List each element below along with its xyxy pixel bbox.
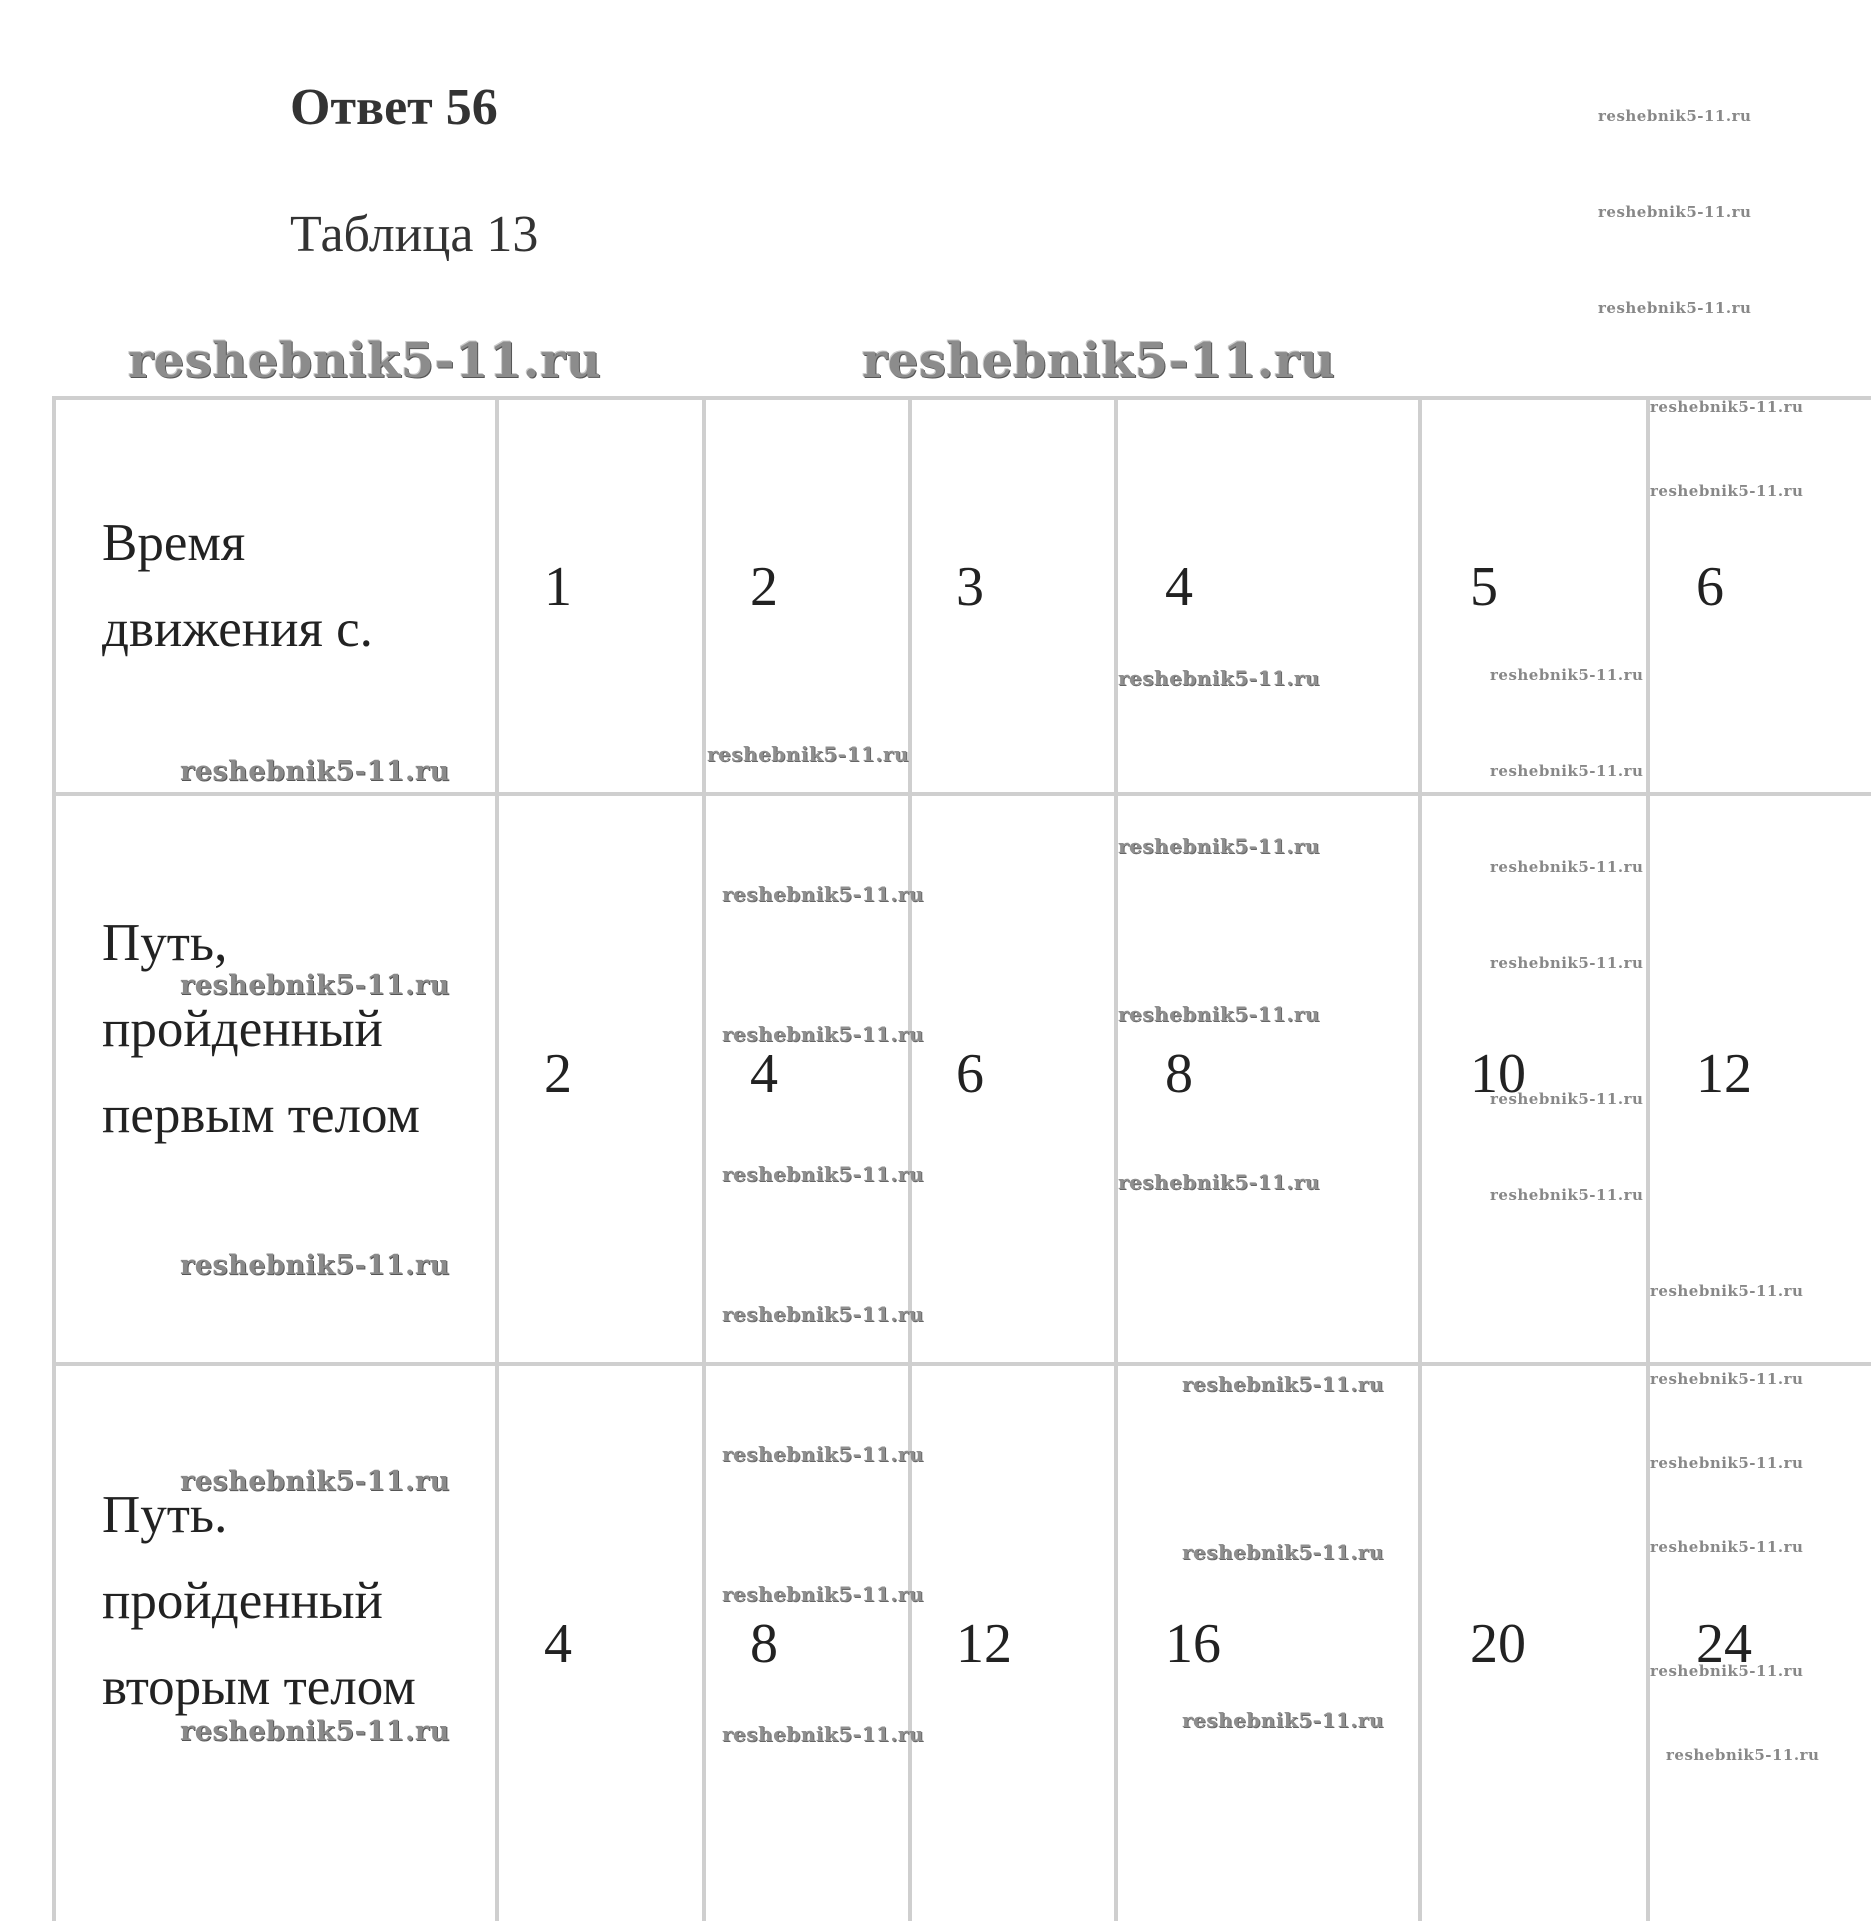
watermark: reshebnik5-11.ru xyxy=(1490,954,1644,972)
table-cell: 8 xyxy=(750,1613,778,1675)
watermark: reshebnik5-11.ru xyxy=(1118,1002,1320,1026)
table-cell: 4 xyxy=(1165,556,1193,618)
answer-title: Ответ 56 xyxy=(290,79,498,136)
watermark: reshebnik5-11.ru xyxy=(1118,666,1320,690)
table-cell: 6 xyxy=(1696,556,1724,618)
watermark: reshebnik5-11.ru xyxy=(1182,1708,1384,1732)
watermark: reshebnik5-11.ru xyxy=(1118,834,1320,858)
watermark: reshebnik5-11.ru xyxy=(722,1442,924,1466)
column-divider xyxy=(1646,396,1650,1921)
watermark: reshebnik5-11.ru xyxy=(1598,203,1752,221)
table-caption: Таблица 13 xyxy=(290,206,539,263)
watermark: reshebnik5-11.ru xyxy=(1650,398,1804,416)
watermark: reshebnik5-11.ru xyxy=(180,970,450,1001)
watermark: reshebnik5-11.ru xyxy=(128,333,602,389)
table-cell: 24 xyxy=(1696,1613,1752,1675)
watermark: reshebnik5-11.ru xyxy=(707,742,909,766)
table-cell: 6 xyxy=(956,1043,984,1105)
watermark: reshebnik5-11.ru xyxy=(1182,1372,1384,1396)
watermark: reshebnik5-11.ru xyxy=(1650,1538,1804,1556)
watermark: reshebnik5-11.ru xyxy=(722,1582,924,1606)
watermark: reshebnik5-11.ru xyxy=(722,1162,924,1186)
table-border-left xyxy=(52,396,56,1921)
table-cell: 5 xyxy=(1470,556,1498,618)
watermark: reshebnik5-11.ru xyxy=(1650,1662,1804,1680)
column-divider xyxy=(702,396,706,1921)
row-header-second-body: Путь. пройденный вторым телом xyxy=(102,1486,416,1716)
row-divider xyxy=(52,792,1871,796)
table-cell: 16 xyxy=(1165,1613,1221,1675)
table-border-top xyxy=(52,396,1871,400)
table-cell: 20 xyxy=(1470,1613,1526,1675)
column-divider xyxy=(1418,396,1422,1921)
table-cell: 12 xyxy=(956,1613,1012,1675)
row-header-first-body: Путь, пройденный первым телом xyxy=(102,914,420,1144)
column-divider xyxy=(1114,396,1118,1921)
table-cell: 1 xyxy=(544,556,572,618)
column-divider xyxy=(495,396,499,1921)
watermark: reshebnik5-11.ru xyxy=(1490,858,1644,876)
watermark: reshebnik5-11.ru xyxy=(1650,482,1804,500)
watermark: reshebnik5-11.ru xyxy=(180,1716,450,1747)
table-cell: 8 xyxy=(1165,1043,1193,1105)
table-cell: 12 xyxy=(1696,1043,1752,1105)
watermark: reshebnik5-11.ru xyxy=(1650,1370,1804,1388)
watermark: reshebnik5-11.ru xyxy=(1598,107,1752,125)
watermark: reshebnik5-11.ru xyxy=(180,1250,450,1281)
watermark: reshebnik5-11.ru xyxy=(1666,1746,1820,1764)
watermark: reshebnik5-11.ru xyxy=(722,882,924,906)
watermark: reshebnik5-11.ru xyxy=(1182,1540,1384,1564)
table-cell: 2 xyxy=(750,556,778,618)
watermark: reshebnik5-11.ru xyxy=(1490,1090,1644,1108)
table-cell: 4 xyxy=(544,1613,572,1675)
table-cell: 10 xyxy=(1470,1043,1526,1105)
row-divider xyxy=(52,1362,1871,1366)
row-header-time: Время движения с. xyxy=(102,514,373,658)
table-cell: 2 xyxy=(544,1043,572,1105)
watermark: reshebnik5-11.ru xyxy=(722,1022,924,1046)
watermark: reshebnik5-11.ru xyxy=(1490,666,1644,684)
watermark: reshebnik5-11.ru xyxy=(1490,762,1644,780)
watermark: reshebnik5-11.ru xyxy=(1650,1454,1804,1472)
watermark: reshebnik5-11.ru xyxy=(180,756,450,787)
watermark: reshebnik5-11.ru xyxy=(862,333,1336,389)
watermark: reshebnik5-11.ru xyxy=(1490,1186,1644,1204)
watermark: reshebnik5-11.ru xyxy=(1650,1282,1804,1300)
watermark: reshebnik5-11.ru xyxy=(180,1466,450,1497)
table-cell: 3 xyxy=(956,556,984,618)
column-divider xyxy=(908,396,912,1921)
watermark: reshebnik5-11.ru xyxy=(722,1302,924,1326)
watermark: reshebnik5-11.ru xyxy=(1598,299,1752,317)
watermark: reshebnik5-11.ru xyxy=(1118,1170,1320,1194)
table-cell: 4 xyxy=(750,1043,778,1105)
watermark: reshebnik5-11.ru xyxy=(722,1722,924,1746)
